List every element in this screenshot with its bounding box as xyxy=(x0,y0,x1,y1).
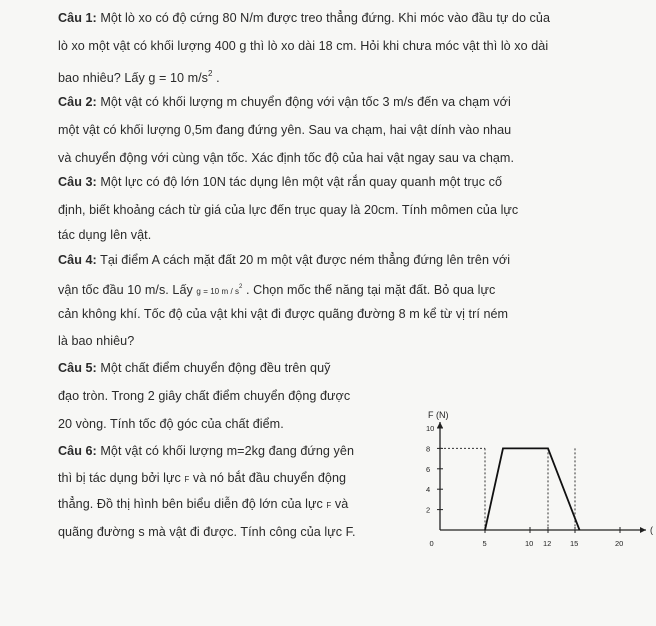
x-tick-label: 5 xyxy=(482,539,487,548)
x-tick-label: 20 xyxy=(615,539,624,548)
y-axis-label: F (N) xyxy=(428,410,449,420)
q5-line1: Câu 5: Một chất điểm chuyển động đều trên quỹ xyxy=(58,361,331,375)
q2-line3: và chuyển động với cùng vận tốc. Xác định tốc độ của hai vật ngay sau va chạm. xyxy=(58,151,515,165)
y-tick-label: 10 xyxy=(426,424,435,433)
q4-formula: g = 10 m / s xyxy=(196,287,240,296)
x-axis-arrow xyxy=(640,527,646,533)
x-axis-label: ( xyxy=(650,525,653,535)
y-tick-label: 6 xyxy=(426,464,431,474)
q6-line1: Câu 6: Một vật có khối lượng m=2kg đang đứng yên xyxy=(58,444,354,458)
q5-line3: 20 vòng. Tính tốc độ góc của chất điểm. xyxy=(58,417,284,431)
q1-line3: bao nhiêu? Lấy g = 10 $m/s^2$ . xyxy=(58,69,220,85)
y-tick-label: 8 xyxy=(426,444,431,454)
q1-label: Câu 1: xyxy=(58,11,97,25)
q4-line2: vận tốc đầu 10 m/s. Lấy g = 10 m / $s^2$ . Chọn mốc thế năng tại mặt đất. Bỏ qua lực xyxy=(58,283,496,297)
q4-line1: Câu 4: Tại điểm A cách mặt đất 20 m một vật được ném thẳng đứng lên trên với xyxy=(58,253,511,267)
force-distance-chart xyxy=(410,385,656,555)
q6-line2: thì bị tác dụng bởi lực F và nó bắt đầu chuyển động xyxy=(58,471,347,485)
q5-label: Câu 5: xyxy=(58,361,97,375)
q3-line1: Câu 3: Một lực có độ lớn 10N tác dụng lên một vật rắn quay quanh một trục cố xyxy=(58,175,503,189)
x-tick-label: 0 xyxy=(429,539,434,548)
q6-line3: thẳng. Đồ thị hình bên biểu diễn độ lớn của lực F và xyxy=(58,497,349,511)
q3-line3: tác dụng lên vật. xyxy=(58,228,152,242)
y-tick-label: 4 xyxy=(426,485,431,495)
q2-label: Câu 2: xyxy=(58,95,97,109)
q6-line4: quãng đường s mà vật đi được. Tính công của lực F. xyxy=(58,525,356,539)
q4-line3: cản không khí. Tốc độ của vật khi vật đi được quãng đường 8 m kể từ vị trí ném xyxy=(58,307,509,321)
q1-line2: lò xo một vật có khối lượng 400 g thì lò xo dài 18 cm. Hỏi khi chưa móc vật thì lò xo dài xyxy=(58,39,549,53)
x-tick-label: 12 xyxy=(543,539,552,548)
x-tick-label: 15 xyxy=(570,539,579,548)
q2-line1: Câu 2: Một vật có khối lượng m chuyển động với vận tốc 3 m/s đến va chạm với xyxy=(58,95,511,109)
q3-line2: định, biết khoảng cách từ giá của lực đến trục quay là 20cm. Tính mômen của lực xyxy=(58,203,519,217)
q2-line2: một vật có khối lượng 0,5m đang đứng yên. Sau va chạm, hai vật dính vào nhau xyxy=(58,123,512,137)
force-graph-line xyxy=(485,448,580,530)
q5-line2: đạo tròn. Trong 2 giây chất điểm chuyển động được xyxy=(58,389,351,403)
q3-label: Câu 3: xyxy=(58,175,97,189)
q6-label: Câu 6: xyxy=(58,444,97,458)
y-tick-label: 2 xyxy=(426,505,431,515)
q4-line4: là bao nhiêu? xyxy=(58,334,135,348)
y-axis-arrow xyxy=(437,422,443,428)
q1-line1: Câu 1: Một lò xo có độ cứng 80 N/m được treo thẳng đứng. Khi móc vào đầu tự do của xyxy=(58,11,551,25)
x-tick-label: 10 xyxy=(525,539,534,548)
q4-label: Câu 4: xyxy=(58,253,97,267)
